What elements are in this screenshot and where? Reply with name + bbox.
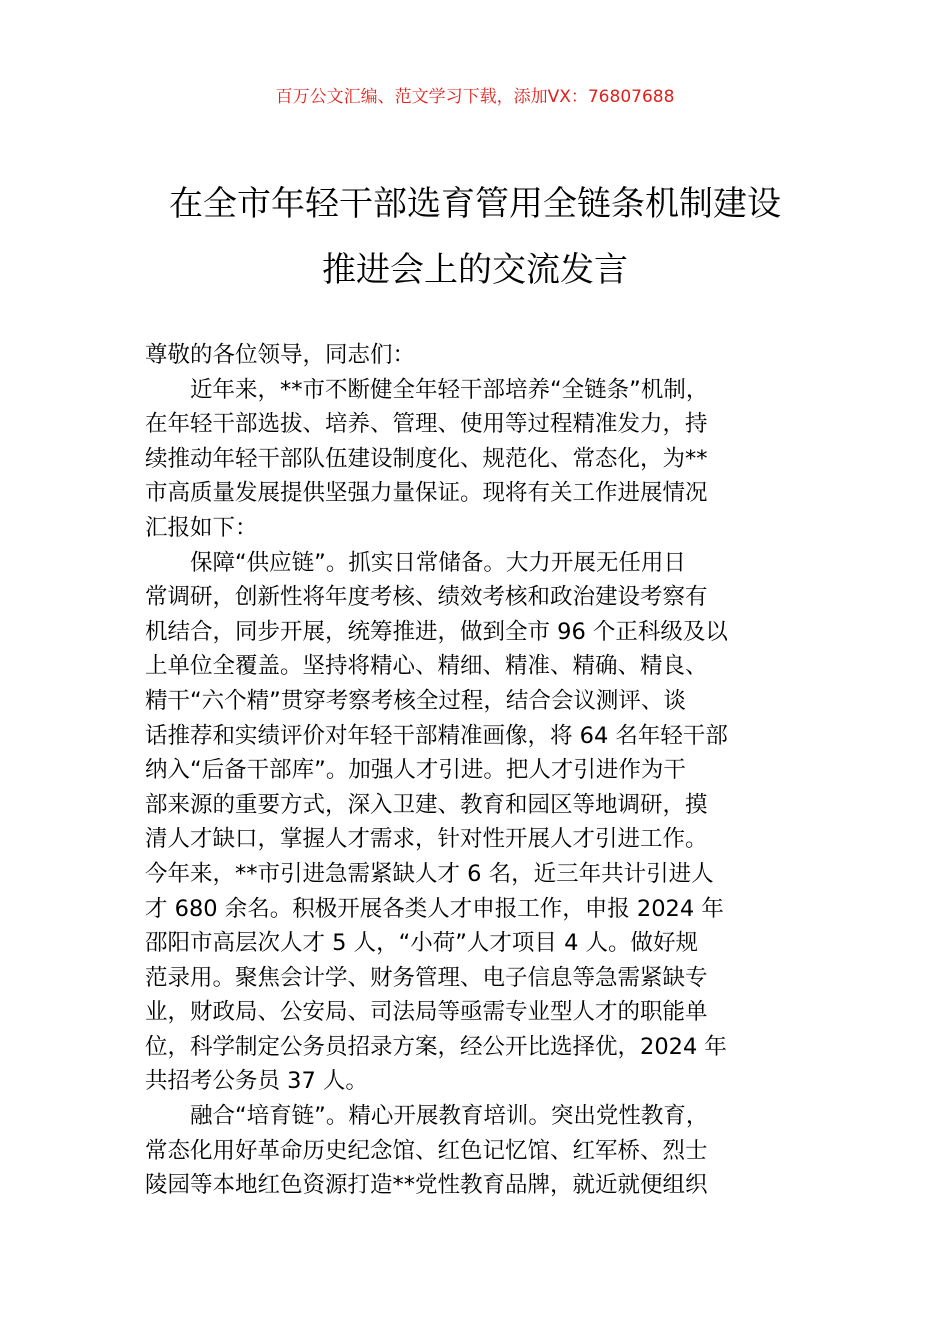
paragraph-line: 近年来，**市不断健全年轻干部培养“全链条”机制， (190, 376, 709, 403)
paragraph-line: 纳入“后备干部库”。加强人才引进。把人才引进作为干 (145, 757, 686, 784)
paragraph-line: 市高质量发展提供坚强力量保证。现将有关工作进展情况 (145, 480, 708, 507)
paragraph-line: 续推动年轻干部队伍建设制度化、规范化、常态化，为** (145, 445, 708, 472)
paragraph-line: 陵园等本地红色资源打造**党性教育品牌，就近就便组织 (145, 1172, 708, 1199)
salutation: 尊敬的各位领导，同志们： (145, 342, 416, 368)
paragraph-line: 上单位全覆盖。坚持将精心、精细、精准、精确、精良、 (145, 653, 708, 680)
header-watermark-note: 百万公文汇编、范文学习下载，添加VX：76807688 (275, 87, 675, 107)
paragraph-line: 位，科学制定公务员招录方案，经公开比选择优，2024 年 (145, 1033, 727, 1060)
paragraph-line: 融合“培育链”。精心开展教育培训。突出党性教育， (190, 1103, 709, 1130)
paragraph-line: 共招考公务员 37 人。 (145, 1068, 368, 1095)
paragraph-line: 清人才缺口，掌握人才需求，针对性开展人才引进工作。 (145, 826, 708, 853)
document-title-line-2: 推进会上的交流发言 (322, 250, 628, 290)
paragraph-line: 常调研，创新性将年度考核、绩效考核和政治建设考察有 (145, 584, 708, 611)
paragraph-line: 汇报如下： (145, 514, 258, 541)
paragraph-line: 在年轻干部选拔、培养、管理、使用等过程精准发力，持 (145, 411, 708, 438)
paragraph-line: 业，财政局、公安局、司法局等亟需专业型人才的职能单 (145, 999, 708, 1026)
document-body (145, 338, 825, 1203)
paragraph-line: 话推荐和实绩评价对年轻干部精准画像，将 64 名年轻干部 (145, 722, 728, 749)
paragraph-line: 邵阳市高层次人才 5 人，“小荷”人才项目 4 人。做好规 (145, 930, 699, 957)
paragraph-line: 保障“供应链”。抓实日常储备。大力开展无任用日 (190, 549, 686, 576)
paragraph-line: 才 680 余名。积极开展各类人才申报工作，申报 2024 年 (145, 895, 724, 922)
paragraph-line: 机结合，同步开展，统筹推进，做到全市 96 个正科级及以 (145, 618, 728, 645)
document-title-line-1: 在全市年轻干部选育管用全链条机制建设 (169, 184, 781, 224)
paragraph-line: 精干“六个精”贯穿考察考核全过程，结合会议测评、谈 (145, 687, 686, 714)
paragraph-line: 部来源的重要方式，深入卫建、教育和园区等地调研，摸 (145, 791, 708, 818)
paragraph-line: 今年来，**市引进急需紧缺人才 6 名，近三年共计引进人 (145, 860, 714, 887)
paragraph-line: 常态化用好革命历史纪念馆、红色记忆馆、红军桥、烈士 (145, 1137, 708, 1164)
paragraph-line: 范录用。聚焦会计学、财务管理、电子信息等急需紧缺专 (145, 964, 708, 991)
